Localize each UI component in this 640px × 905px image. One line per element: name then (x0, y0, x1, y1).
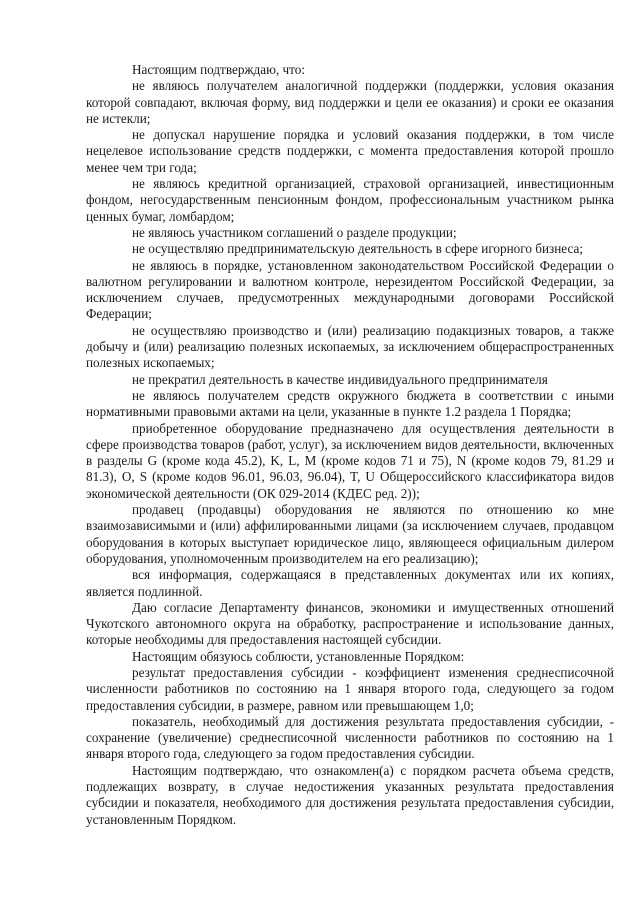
paragraph-no-excise-goods: не осуществляю производство и (или) реализацию подакцизных товаров, а также добычу и (или) реализацию полезных ископаемых, за исключением общераспространенных полезных ископаемых; (86, 322, 614, 371)
paragraph-refund-acknowledgement: Настоящим подтверждаю, что ознакомлен(а) с порядком расчета объема средств, подлежащих возврату, в случае недостижения указанных результата предоставления субсидии и показателя, необходимого для достижения результата предоставления субсидии, установленным Порядком. (86, 762, 614, 827)
paragraph-subsidy-result: результат предоставления субсидии - коэффициент изменения среднесписочной численности работников по состоянию на 1 января второго года, следующего за годом предоставления субсидии, в размере, равном или превышающем 1,0; (86, 664, 614, 713)
paragraph-not-nonresident: не являюсь в порядке, установленном законодательством Российской Федерации о валютном регулировании и валютном контроле, нерезидентом Российской Федерации, за исключением случаев, предусмотренных международными договорами Российской Федерации; (86, 257, 614, 322)
paragraph-seller-not-affiliated: продавец (продавцы) оборудования не являются по отношению ко мне взаимозависимыми и (или) аффилированными лицами (за исключением случаев, продавцом оборудования в которых выступает юридическое лицо, являющееся официальным дилером оборудования, уполномоченным производителем на его реализацию); (86, 502, 614, 566)
paragraph-no-gambling: не осуществляю предпринимательскую деятельность в сфере игорного бизнеса; (132, 241, 583, 257)
paragraph-obligation-intro: Настоящим обязуюсь соблюсти, установленные Порядком: (132, 648, 465, 664)
paragraph-not-ceased-activity: не прекратил деятельность в качестве индивидуального предпринимателя (132, 371, 548, 387)
paragraph-no-violations: не допускал нарушение порядка и условий оказания поддержки, в том числе нецелевое использование средств поддержки, с момента предоставления которой прошло менее чем три года; (86, 127, 614, 175)
paragraph-equipment-purpose: приобретенное оборудование предназначено для осуществления деятельности в сфере производства товаров (работ, услуг), за исключением видов деятельности, включенных в разделы G (кроме кода 45.2), K, L, M (кроме кодов 71 и 75), N (кроме кодов 79, 81.29 и 81.3), O, S (кроме кодов 96.01, 96.03, 96.04), T, U Общероссийского классификатора видов экономической деятельности (ОК 029-2014 (КДЕС ред. 2)); (86, 420, 614, 501)
paragraph-intro: Настоящим подтверждаю, что: (132, 62, 306, 77)
paragraph-not-financial-org: не являюсь кредитной организацией, страховой организацией, инвестиционным фондом, негосударственным пенсионным фондом, профессиональным участником рынка ценных бумаг, ломбардом; (86, 176, 614, 224)
paragraph-no-similar-support: не являюсь получателем аналогичной поддержки (поддержки, условия оказания которой совпадают, включая форму, вид поддержки и цели ее оказания) и сроки ее оказания не истекли; (86, 78, 614, 126)
paragraph-info-authentic: вся информация, содержащаяся в представленных документах или их копиях, является подлинной. (86, 567, 614, 599)
paragraph-subsidy-indicator: показатель, необходимый для достижения результата предоставления субсидии, - сохранение (увеличение) среднесписочной численности работников по состоянию на 1 января второго года, следующего за годом предоставления субсидии. (86, 713, 614, 762)
paragraph-not-budget-recipient: не являюсь получателем средств окружного бюджета в соответствии с иными нормативными правовыми актами на цели, указанные в пункте 1.2 раздела 1 Порядка; (86, 387, 614, 420)
paragraph-not-psa-participant: не являюсь участником соглашений о разделе продукции; (132, 224, 457, 240)
paragraph-data-consent: Даю согласие Департаменту финансов, экономики и имущественных отношений Чукотского автономного округа на обработку, распространение и использование данных, которые необходимы для предоставления настоящей субсидии. (86, 599, 614, 648)
document-body (86, 62, 614, 828)
